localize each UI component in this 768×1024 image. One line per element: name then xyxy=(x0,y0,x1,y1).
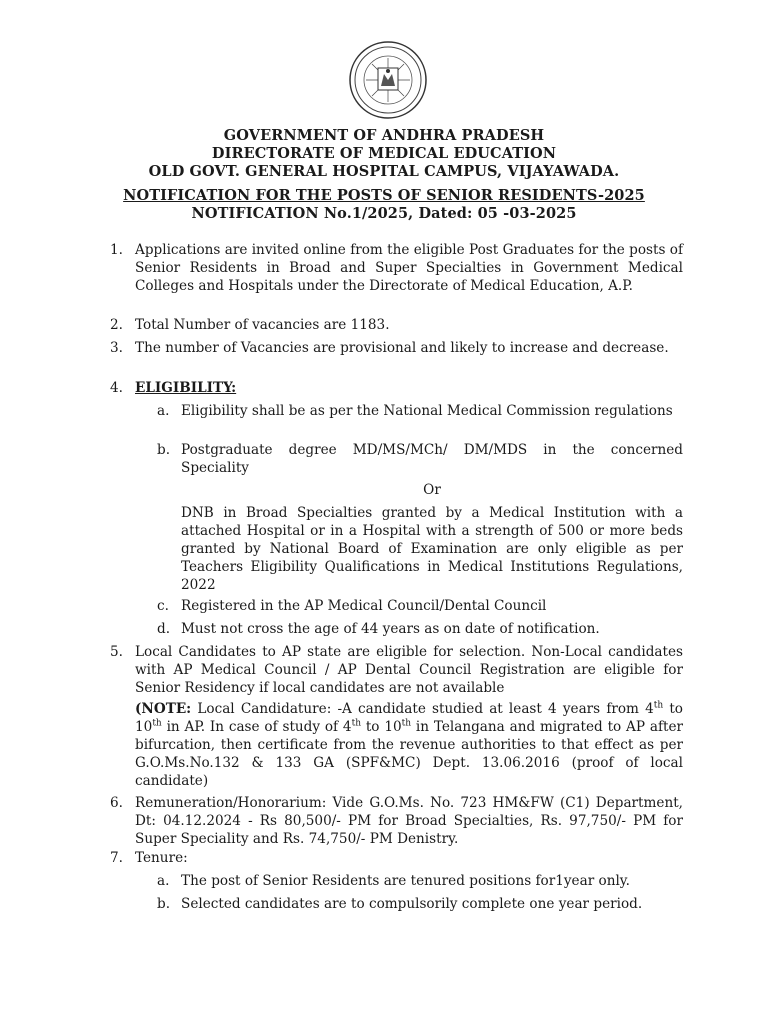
subitem-label: b. xyxy=(157,442,171,458)
item-number: 3. xyxy=(110,340,123,356)
government-emblem-seal xyxy=(348,40,428,120)
tenure-compulsory: Selected candidates are to compulsorily complete one year period. xyxy=(181,896,643,912)
item-remuneration: Remuneration/Honorarium: Vide G.O.Ms. No. 723 HM&FW (C1) Department, Dt: 04.12.2024 - Rs 80,500/- PM for Broad Specialties, Rs. 97,750/- PM for Super Speciality and Rs. 74,750/- PM Denistry. xyxy=(135,795,683,847)
note-text: to 10 xyxy=(135,701,683,735)
item-number: 4. xyxy=(110,380,123,396)
note-text: in AP. In case of study of 4 xyxy=(161,719,352,735)
superscript: th xyxy=(152,718,162,729)
item-number: 7. xyxy=(110,850,123,866)
item-provisional: The number of Vacancies are provisional and likely to increase and decrease. xyxy=(135,340,669,356)
notification-title: NOTIFICATION FOR THE POSTS OF SENIOR RESIDENTS-2025 xyxy=(123,187,645,204)
note-label: (NOTE: xyxy=(135,701,192,717)
eligibility-dnb: DNB in Broad Specialties granted by a Medical Institution with a attached Hospital or in a Hospital with a strength of 500 or more beds granted by National Board of Examination are only eligible as per Teachers Eligibility Qualifications in Medical Institutions Regulations, 2022 xyxy=(181,505,683,593)
tenure-heading: Tenure: xyxy=(135,850,188,866)
notification-number: NOTIFICATION No.1/2025, Dated: 05 -03-2025 xyxy=(191,205,577,222)
tenure-one-year: The post of Senior Residents are tenured positions for1year only. xyxy=(181,873,630,889)
subitem-label: a. xyxy=(157,873,170,889)
item-number: 5. xyxy=(110,644,123,660)
item-local-candidates: Local Candidates to AP state are eligible for selection. Non-Local candidates with AP Medical Council / AP Dental Council Registration are eligible for Senior Residency if local candidates are not available xyxy=(135,644,683,696)
note-local-candidature xyxy=(135,700,683,790)
note-text: to 10 xyxy=(361,719,402,735)
eligibility-degree: Postgraduate degree MD/MS/MCh/ DM/MDS in the concerned Speciality xyxy=(181,442,683,476)
note-text: in Telangana and migrated to AP after bifurcation, then certificate from the revenue authorities to that effect as per G.O.Ms.No.132 & 133 GA (SPF&MC) Dept. 13.06.2016 (proof of local candidate) xyxy=(135,719,683,789)
subitem-label: b. xyxy=(157,896,171,912)
superscript: th xyxy=(401,718,412,729)
item-vacancies: Total Number of vacancies are 1183. xyxy=(135,317,390,333)
subitem-label: d. xyxy=(157,621,171,637)
header-government: GOVERNMENT OF ANDHRA PRADESH xyxy=(223,127,545,144)
item-number: 6. xyxy=(110,795,123,811)
note-text: Local Candidature: -A candidate studied at least 4 years from 4 xyxy=(191,701,654,717)
eligibility-nmc: Eligibility shall be as per the National Medical Commission regulations xyxy=(181,403,673,419)
header-directorate: DIRECTORATE OF MEDICAL EDUCATION xyxy=(211,145,557,162)
item-applications: Applications are invited online from the eligible Post Graduates for the posts of Senior Residents in Broad and Super Specialties in Government Medical Colleges and Hospitals under the Directorate of Medical Education, A.P. xyxy=(135,242,683,294)
item-number: 1. xyxy=(110,242,123,258)
item-number: 2. xyxy=(110,317,123,333)
eligibility-registration: Registered in the AP Medical Council/Dental Council xyxy=(181,598,547,614)
subitem-label: a. xyxy=(157,403,170,419)
eligibility-heading: ELIGIBILITY: xyxy=(135,380,237,396)
eligibility-age: Must not cross the age of 44 years as on date of notification. xyxy=(181,621,600,637)
or-separator: Or xyxy=(423,482,441,498)
subitem-label: c. xyxy=(157,598,169,614)
superscript: th xyxy=(653,700,664,711)
superscript: th xyxy=(351,718,361,729)
header-address: OLD GOVT. GENERAL HOSPITAL CAMPUS, VIJAYAWADA. xyxy=(148,163,620,180)
